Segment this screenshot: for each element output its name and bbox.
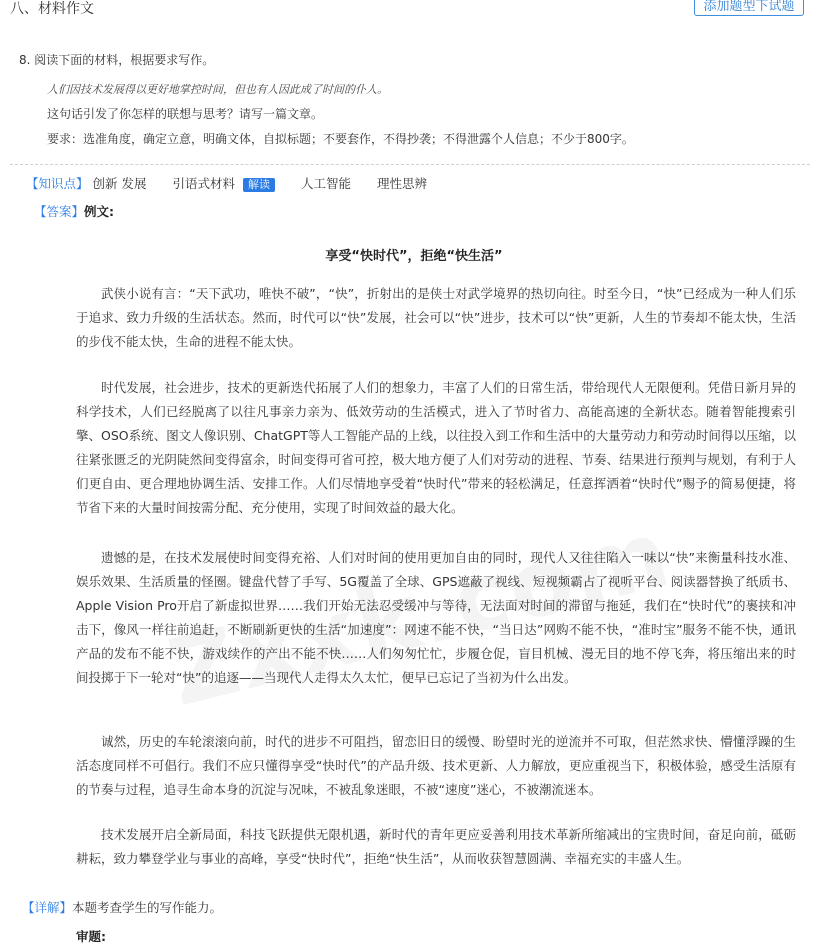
explanation-subheading: 审题: [76,929,106,944]
interpret-badge[interactable]: 解读 [243,178,275,192]
essay-title: 享受“快时代”，拒绝“快生活” [325,249,503,264]
add-question-button[interactable]: 添加题型下试题 [694,0,804,16]
knowledge-points-row [26,176,449,192]
explanation-label: 【详解】 [22,900,73,915]
knowledge-label: 【知识点】 [26,176,89,191]
question-task: 这句话引发了你怎样的联想与思考？请写一篇文章。 [47,107,324,121]
essay-paragraph: 时代发展，社会进步，技术的更新迭代拓展了人们的想象力，丰富了人们的日常生活，带给现代人无限便利。凭借日新月异的科学技术，人们已经脱离了以往凡事亲力亲为、低效劳动的生活模式，进入了节时省力、高能高速的全新状态。随着智能搜索引擎、OSO系统、图文人像识别、ChatGPT等人工智能产品的上线，以往投入到工作和生活中的大量劳动力和劳动时间得以压缩，以往紧张匮乏的光阴陡然间变得富余，时间变得可省可控，极大地方便了人们对劳动的进程、节奏、结果进行预判与规划，有利于人们更自由、更合理地协调生活、安排工作。人们尽情地享受着“快时代”带来的轻松满足，任意挥洒着“快时代”赐予的简易便捷，将节省下来的大量时间按需分配、充分使用，实现了时间效益的最大化。 [76,380,796,515]
answer-label: 【答案】 [34,204,85,219]
explanation-text: 本题考查学生的写作能力。 [72,900,223,915]
question-material: 人们因技术发展得以更好地掌控时间，但也有人因此成了时间的仆人。 [47,83,388,96]
essay-paragraph: 武侠小说有言：“天下武功，唯快不破”，“快”，折射出的是侠士对武学境界的热切向往。时至今日，“快”已经成为一种人们乐于追求、致力升级的生活状态。然而，时代可以“快”发展，社会可以“快”进步，技术可以“快”更新，人生的节奏却不能太快，生活的步伐不能太快，生命的进程不能太快。 [76,286,796,349]
section-title: 八、材料作文 [10,1,94,17]
question-prompt: 8. 阅读下面的材料，根据要求写作。 [19,53,215,67]
knowledge-point[interactable]: 创新 发展 [92,176,147,191]
knowledge-point[interactable]: 人工智能 [300,176,351,191]
essay-paragraph: 遗憾的是，在技术发展使时间变得充裕、人们对时间的使用更加自由的同时，现代人又往往陷入一味以“快”来衡量科技水准、娱乐效果、生活质量的怪圈。键盘代替了手写、5G覆盖了全球、GPS遮蔽了视线、短视频霸占了视听平台、阅读器替换了纸质书、Apple Vision Pro开启了新虚拟世界……我们开始无法忍受缓冲与等待，无法面对时间的滞留与拖延，我们在“快时代”的裹挟和冲击下，像风一样往前追赶，不断刷新更快的生活“加速度”：网速不能不快，“当日达”网购不能不快，“准时宝”服务不能不快，通讯产品的发布不能不快，游戏续作的产出不能不快……人们匆匆忙忙，步履仓促，盲目机械、漫无目的地不停飞奔，将压缩出来的时间投掷于下一轮对“快”的追逐——当现代人走得太久太忙，便早已忘记了当初为什么出发。 [76,550,796,685]
divider [10,164,810,165]
knowledge-point[interactable]: 引语式材料 [172,176,235,191]
question-requirements: 要求：选准角度，确定立意，明确文体，自拟标题；不要套作，不得抄袭；不得泄露个人信息；不少于800字。 [47,132,634,146]
answer-row [34,204,114,220]
essay-paragraph: 技术发展开启全新局面，科技飞跃提供无限机遇，新时代的青年更应妥善利用技术革新所缩减出的宝贵时间，奋足向前，砥砺耕耘，致力攀登学业与事业的高峰，享受“快时代”，拒绝“快生活”，从而收获智慧圆满、幸福充实的丰盛人生。 [76,827,796,866]
essay-paragraph: 诚然，历史的车轮滚滚向前，时代的进步不可阻挡，留恋旧日的缓慢、盼望时光的逆流并不可取，但茫然求快、懵懂浮躁的生活态度同样不可倡行。我们不应只懂得享受“快时代”的产品升级、技术更新、人力解放，更应重视当下，积极体验，感受生活原有的节奏与过程，追寻生命本身的沉淀与况味，不被乱象迷眼，不被“速度”迷心，不被潮流迷本。 [76,734,796,797]
answer-sublabel: 例文: [84,204,115,219]
explanation-row [22,900,222,916]
knowledge-point[interactable]: 理性思辨 [376,176,427,191]
